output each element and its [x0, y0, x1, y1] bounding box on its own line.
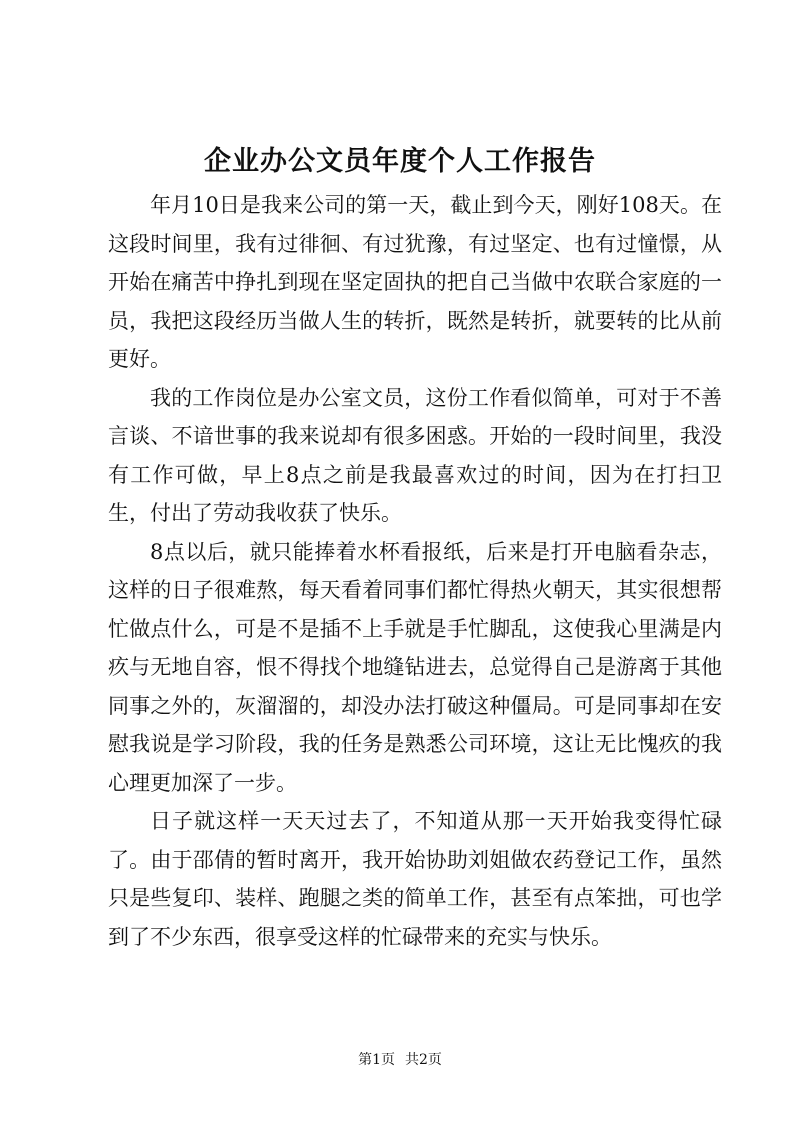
paragraph: 8点以后，就只能捧着水杯看报纸，后来是打开电脑看杂志，这样的日子很难熬，每天看着同事们都忙得热火朝天，其实很想帮忙做点什么，可是不是插不上手就是手忙脚乱，这使我心里满是内疚与无地自容，恨不得找个地缝钻进去，总觉得自己是游离于其他同事之外的，灰溜溜的，却没办法打破这种僵局。可是同事却在安慰我说是学习阶段，我的任务是熟悉公司环境，这让无比愧疚的我心理更加深了一步。 — [108, 539, 722, 795]
page-total: 共2页 — [405, 1052, 442, 1068]
paragraph: 日子就这样一天天过去了，不知道从那一天开始我变得忙碌了。由于邵倩的暂时离开，我开始协助刘姐做农药登记工作，虽然只是些复印、装样、跑腿之类的简单工作，甚至有点笨拙，可也学到了不少东西，很享受这样的忙碌带来的充实与快乐。 — [108, 809, 722, 949]
paragraph: 年月10日是我来公司的第一天，截止到今天，刚好108天。在这段时间里，我有过徘徊、有过犹豫，有过坚定、也有过憧憬，从开始在痛苦中挣扎到现在坚定固执的把自己当做中农联合家庭的一员，我把这段经历当做人生的转折，既然是转折，就要转的比从前更好。 — [108, 193, 722, 371]
page-number: 第1页 — [358, 1052, 395, 1068]
paragraph: 我的工作岗位是办公室文员，这份工作看似简单，可对于不善言谈、不谙世事的我来说却有很多困惑。开始的一段时间里，我没有工作可做，早上8点之前是我最喜欢过的时间，因为在打扫卫生，付出了劳动我收获了快乐。 — [108, 385, 722, 525]
page-footer — [0, 1050, 800, 1070]
document-title: 企业办公文员年度个人工作报告 — [204, 146, 596, 177]
document-body — [108, 186, 722, 956]
